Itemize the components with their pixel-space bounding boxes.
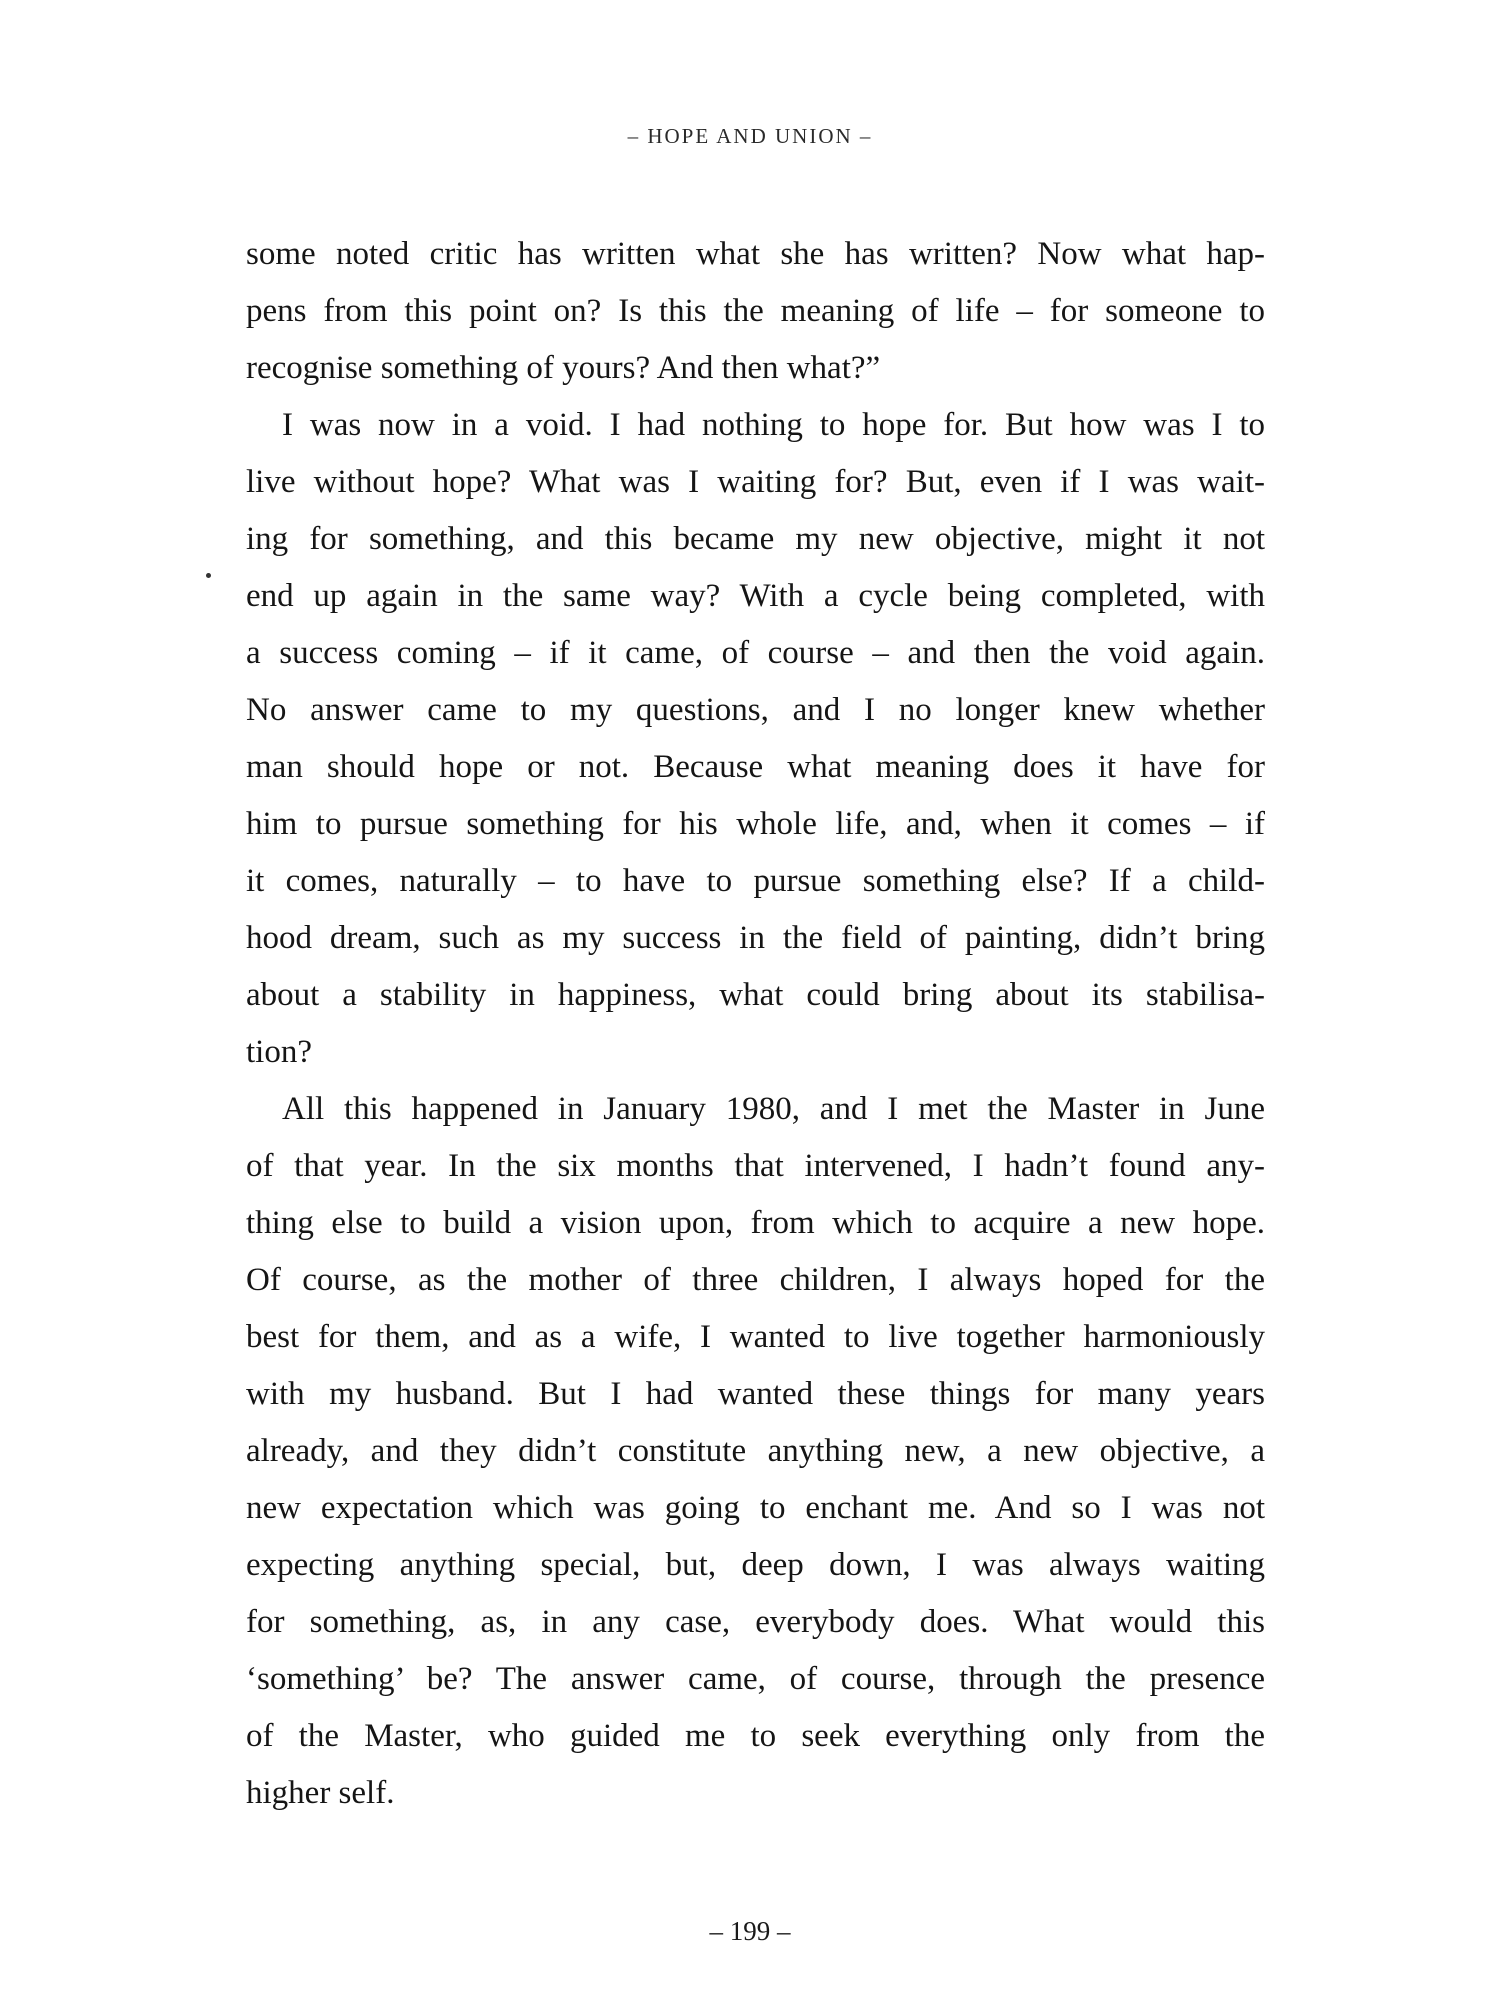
text-line: expecting anything special, but, deep down, I was always waiting <box>246 1547 1265 1583</box>
text-line: No answer came to my questions, and I no longer knew whether <box>246 692 1265 728</box>
text-line: live without hope? What was I waiting for? But, even if I was wait- <box>246 464 1265 500</box>
text-line: new expectation which was going to enchant me. And so I was not <box>246 1490 1265 1526</box>
text-line: ing for something, and this became my new objective, might it not <box>246 521 1265 557</box>
text-line: tion? <box>246 1034 312 1070</box>
text-line: for something, as, in any case, everybody does. What would this <box>246 1604 1265 1640</box>
text-line: recognise something of yours? And then what?” <box>246 350 881 386</box>
text-line: thing else to build a vision upon, from which to acquire a new hope. <box>246 1205 1265 1241</box>
text-line: man should hope or not. Because what meaning does it have for <box>246 749 1265 785</box>
text-line: higher self. <box>246 1775 395 1811</box>
text-line: All this happened in January 1980, and I met the Master in June <box>282 1091 1265 1127</box>
text-line: end up again in the same way? With a cycle being completed, with <box>246 578 1265 614</box>
text-line: a success coming – if it came, of course – and then the void again. <box>246 635 1265 671</box>
text-line: pens from this point on? Is this the meaning of life – for someone to <box>246 293 1265 329</box>
text-line: some noted critic has written what she has written? Now what hap- <box>246 236 1265 272</box>
text-line: about a stability in happiness, what could bring about its stabilisa- <box>246 977 1265 1013</box>
text-line: Of course, as the mother of three children, I always hoped for the <box>246 1262 1265 1298</box>
text-line: of that year. In the six months that intervened, I hadn’t found any- <box>246 1148 1265 1184</box>
stray-ink-mark <box>206 573 211 578</box>
text-line: best for them, and as a wife, I wanted to live together harmoniously <box>246 1319 1265 1355</box>
text-line: it comes, naturally – to have to pursue something else? If a child- <box>246 863 1265 899</box>
body-text <box>246 226 1265 1822</box>
text-line: of the Master, who guided me to seek everything only from the <box>246 1718 1265 1754</box>
text-line: already, and they didn’t constitute anything new, a new objective, a <box>246 1433 1265 1469</box>
running-head: – HOPE AND UNION – <box>627 124 873 148</box>
text-line: hood dream, such as my success in the field of painting, didn’t bring <box>246 920 1265 956</box>
text-line: him to pursue something for his whole life, and, when it comes – if <box>246 806 1265 842</box>
text-line: I was now in a void. I had nothing to hope for. But how was I to <box>282 407 1265 443</box>
page-number: – 199 – <box>709 1916 791 1946</box>
text-line: with my husband. But I had wanted these things for many years <box>246 1376 1265 1412</box>
text-line: ‘something’ be? The answer came, of course, through the presence <box>246 1661 1265 1697</box>
